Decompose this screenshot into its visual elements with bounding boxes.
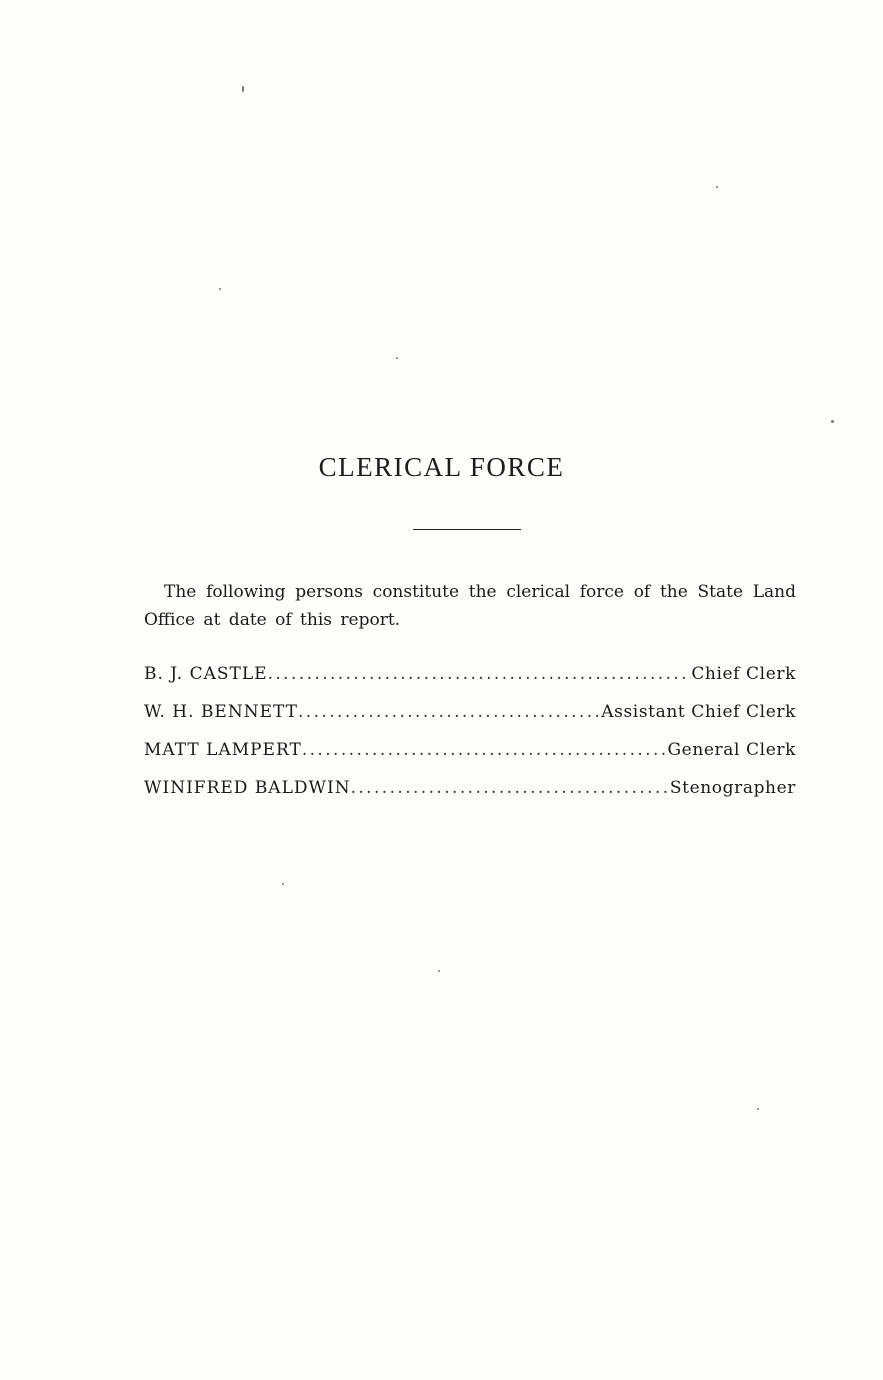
staff-role: General Clerk xyxy=(667,740,796,760)
staff-entry xyxy=(144,778,796,816)
staff-name: W. H. BENNETT xyxy=(144,702,298,722)
intro-paragraph: The following persons constitute the clerical force of the State Land Office at date of this report. xyxy=(144,582,796,630)
staff-entry xyxy=(144,702,796,740)
dot-leader xyxy=(351,778,670,798)
staff-entry xyxy=(144,740,796,778)
scan-speck xyxy=(242,86,244,92)
scan-speck xyxy=(716,186,718,188)
dot-leader xyxy=(298,702,601,722)
page-title: CLERICAL FORCE xyxy=(318,452,565,482)
dot-leader xyxy=(302,740,668,760)
scan-speck xyxy=(831,420,834,423)
staff-entry xyxy=(144,664,796,702)
dot-leader xyxy=(268,664,692,684)
scan-speck xyxy=(219,288,221,290)
staff-role: Stenographer xyxy=(669,778,796,798)
scan-speck xyxy=(438,970,440,972)
staff-list xyxy=(144,664,796,816)
staff-role: Assistant Chief Clerk xyxy=(601,702,796,722)
scan-speck xyxy=(396,357,398,359)
staff-name: WINIFRED BALDWIN xyxy=(144,778,351,798)
staff-name: B. J. CASTLE xyxy=(144,664,268,684)
scan-speck xyxy=(282,883,284,885)
scan-speck xyxy=(757,1108,759,1110)
staff-name: MATT LAMPERT xyxy=(144,740,302,760)
staff-role: Chief Clerk xyxy=(691,664,796,684)
title-divider xyxy=(413,529,521,530)
